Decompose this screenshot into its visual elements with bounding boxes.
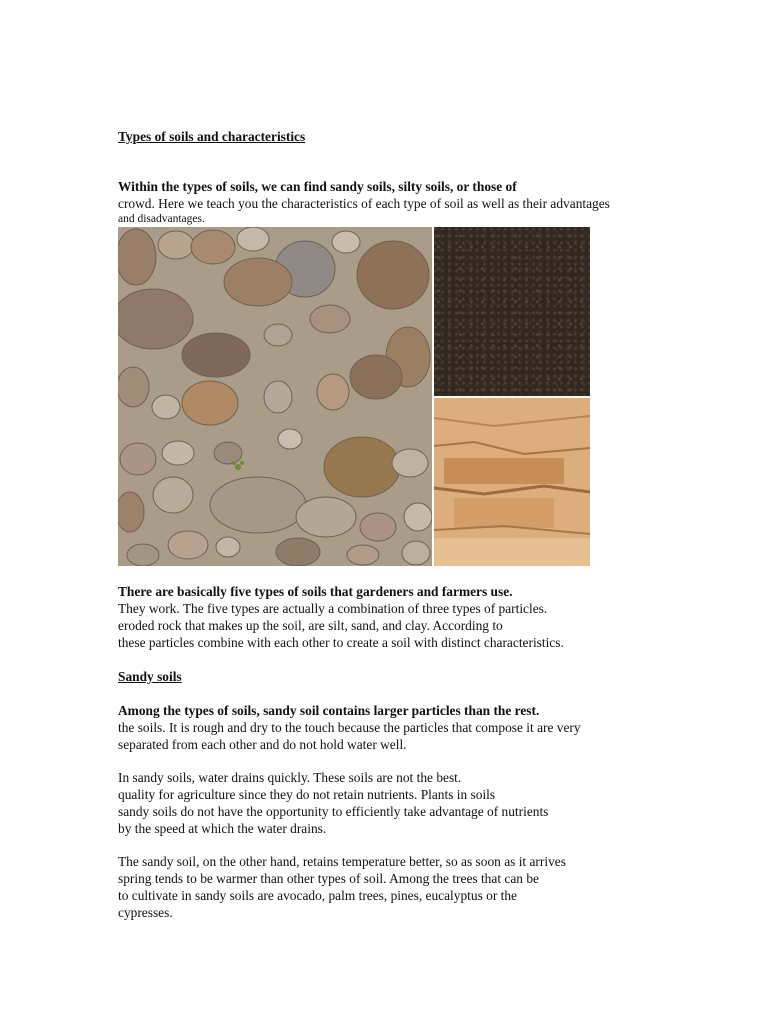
dark-soil-photo <box>434 227 590 396</box>
sandy-p1-line-3: separated from each other and do not hold water well. <box>118 737 407 752</box>
sandy-p3-line-1: The sandy soil, on the other hand, retains temperature better, so as soon as it arrives <box>118 854 566 869</box>
intro-line-1: Within the types of soils, we can find sandy soils, silty soils, or those of <box>118 179 517 194</box>
sandy-p2-line-3: sandy soils do not have the opportunity to efficiently take advantage of nutrients <box>118 804 549 819</box>
sandy-p3-line-3: to cultivate in sandy soils are avocado, palm trees, pines, eucalyptus or the <box>118 888 517 903</box>
sandy-p2-line-2: quality for agriculture since they do not retain nutrients. Plants in soils <box>118 787 496 802</box>
sandy-p3-line-4: cypresses. <box>118 905 173 920</box>
five-types-line-4: these particles combine with each other to create a soil with distinct characteristics. <box>118 635 564 650</box>
sandy-p3-line-2: spring tends to be warmer than other types of soil. Among the trees that can be <box>118 871 539 886</box>
five-types-line-3: eroded rock that makes up the soil, are silt, sand, and clay. According to <box>118 618 503 633</box>
sandy-soil-photo <box>434 398 590 566</box>
sandy-p1-line-2: the soils. It is rough and dry to the touch because the particles that compose it are very <box>118 720 581 735</box>
intro-line-3: and disadvantages. <box>118 213 205 225</box>
rock-pebbles-photo <box>118 227 432 566</box>
five-types-line-1: There are basically five types of soils that gardeners and farmers use. <box>118 584 513 599</box>
intro-line-2: crowd. Here we teach you the characteristics of each type of soil as well as their advantages <box>118 196 610 211</box>
sandy-p2-line-4: by the speed at which the water drains. <box>118 821 327 836</box>
sandy-p2-line-1: In sandy soils, water drains quickly. These soils are not the best. <box>118 770 462 785</box>
sandy-p1-line-1: Among the types of soils, sandy soil contains larger particles than the rest. <box>118 703 540 718</box>
document-title: Types of soils and characteristics <box>118 129 306 144</box>
five-types-line-2: They work. The five types are actually a combination of three types of particles. <box>118 601 548 616</box>
sandy-soils-heading: Sandy soils <box>118 669 182 684</box>
